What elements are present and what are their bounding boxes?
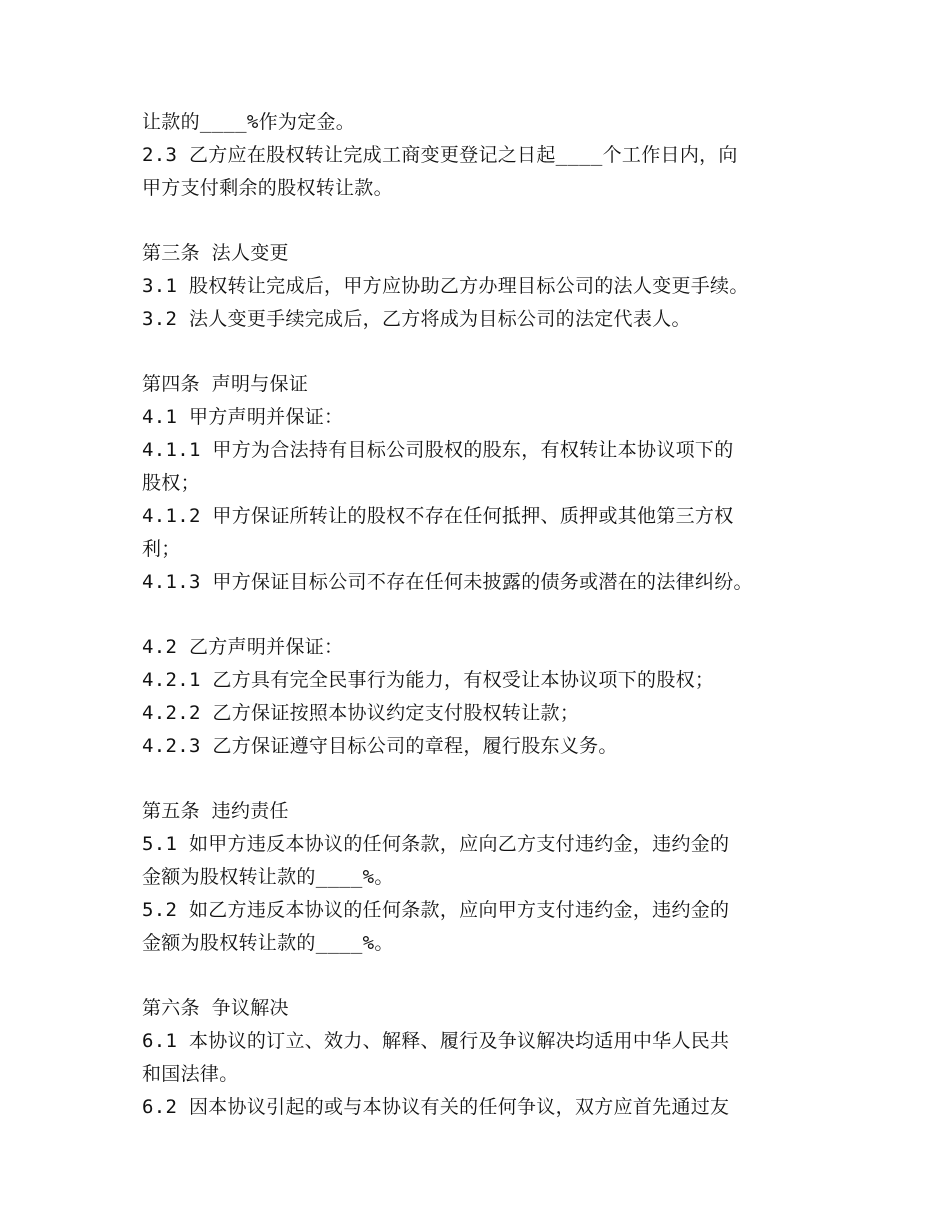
paragraph-section-2-end [142, 106, 842, 205]
text-line: 4.2.2 乙方保证按照本协议约定支付股权转让款； [142, 702, 580, 724]
section-heading: 第五条 违约责任 [142, 800, 289, 822]
paragraph-section-5 [142, 795, 842, 960]
paragraph-gap [142, 960, 842, 992]
paragraph-gap [142, 205, 842, 237]
paragraph-section-3 [142, 237, 842, 336]
text-line: 和国法律。 [142, 1063, 239, 1085]
section-heading: 第四条 声明与保证 [142, 373, 309, 395]
text-line: 3.1 股权转让完成后，甲方应协助乙方办理目标公司的法人变更手续。 [142, 275, 749, 297]
text-line: 4.1.2 甲方保证所转让的股权不存在任何抵押、质押或其他第三方权 [142, 505, 734, 527]
text-line: 4.1 甲方声明并保证： [142, 406, 344, 428]
text-line: 4.2.1 乙方具有完全民事行为能力，有权受让本协议项下的股权； [142, 669, 715, 691]
section-heading: 第三条 法人变更 [142, 242, 289, 264]
text-line: 6.2 因本协议引起的或与本协议有关的任何争议，双方应首先通过友 [142, 1096, 730, 1118]
text-line: 金额为股权转让款的____%。 [142, 932, 394, 954]
text-line: 5.1 如甲方违反本协议的任何条款，应向乙方支付违约金，违约金的 [142, 833, 730, 855]
text-line: 甲方支付剩余的股权转让款。 [142, 177, 393, 199]
text-line: 4.2 乙方声明并保证： [142, 636, 344, 658]
text-line: 2.3 乙方应在股权转让完成工商变更登记之日起____个工作日内，向 [142, 144, 738, 166]
text-line: 6.1 本协议的订立、效力、解释、履行及争议解决均适用中华人民共 [142, 1030, 730, 1052]
text-line: 3.2 法人变更手续完成后，乙方将成为目标公司的法定代表人。 [142, 308, 691, 330]
text-line: 让款的____%作为定金。 [142, 111, 356, 133]
document-body [142, 106, 842, 1124]
paragraph-gap [142, 599, 842, 631]
paragraph-gap [142, 336, 842, 368]
paragraph-section-4-1 [142, 368, 842, 599]
paragraph-section-6 [142, 992, 842, 1124]
section-heading: 第六条 争议解决 [142, 997, 289, 1019]
text-line: 金额为股权转让款的____%。 [142, 866, 394, 888]
text-line: 股权； [142, 472, 200, 494]
paragraph-section-4-2 [142, 631, 842, 763]
paragraph-gap [142, 763, 842, 795]
text-line: 4.2.3 乙方保证遵守目标公司的章程，履行股东义务。 [142, 735, 618, 757]
text-line: 5.2 如乙方违反本协议的任何条款，应向甲方支付违约金，违约金的 [142, 899, 730, 921]
text-line: 4.1.1 甲方为合法持有目标公司股权的股东，有权转让本协议项下的 [142, 439, 734, 461]
text-line: 利； [142, 538, 181, 560]
text-line: 4.1.3 甲方保证目标公司不存在任何未披露的债务或潜在的法律纠纷。 [142, 571, 753, 593]
